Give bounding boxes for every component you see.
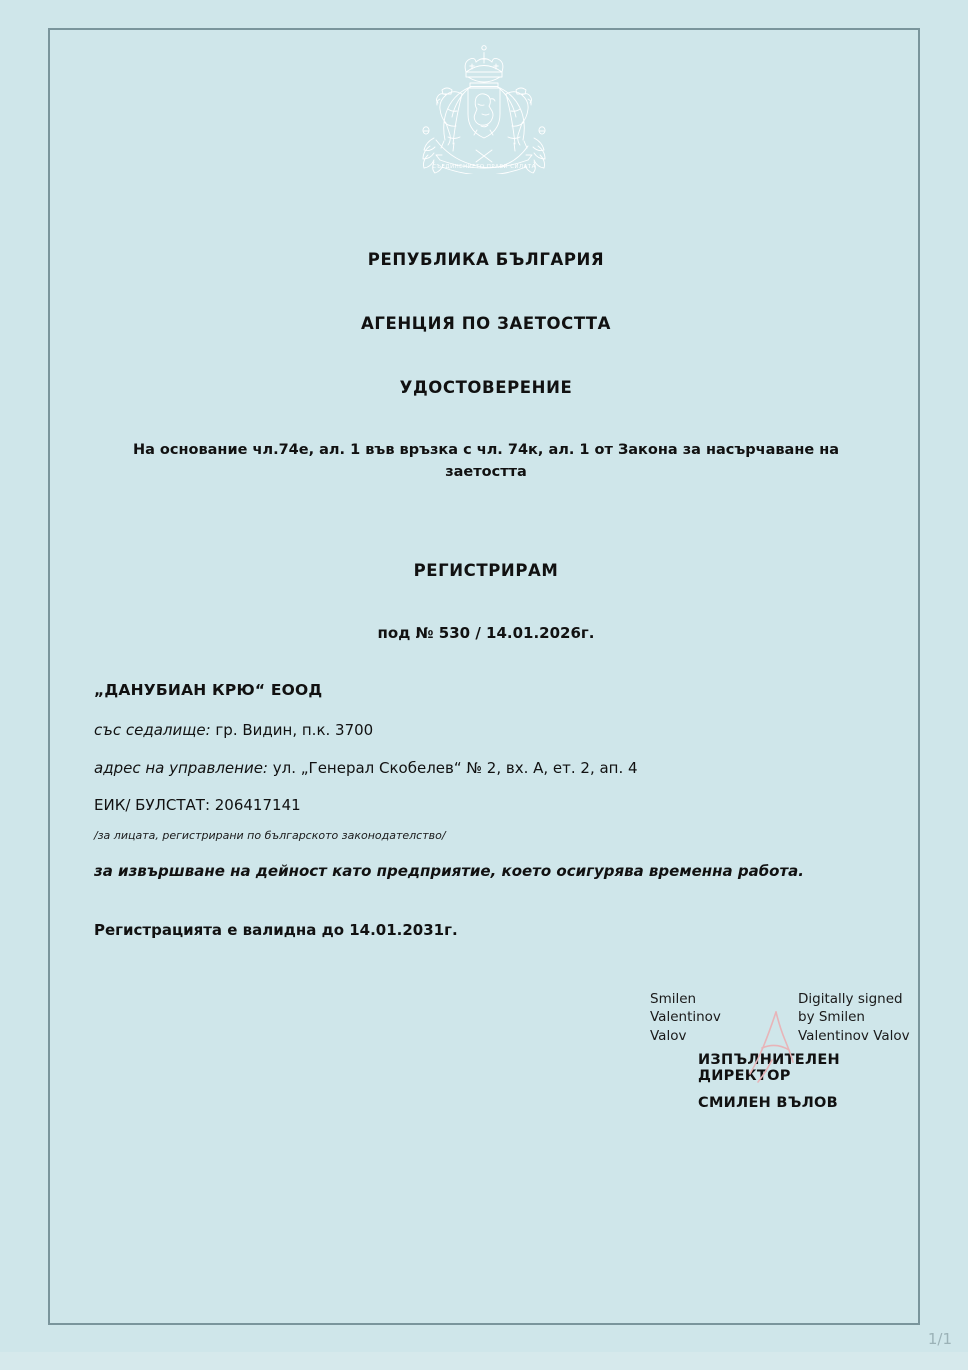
company-seat-line	[94, 721, 884, 741]
signature-info-line-2: by Smilen	[798, 1009, 865, 1026]
page-counter: 1/1	[927, 1330, 952, 1348]
company-name: „ДАНУБИАН КРЮ“ ЕООД	[94, 681, 323, 699]
signatory-title: ИЗПЪЛНИТЕЛЕН ДИРЕКТОР	[698, 1052, 840, 1085]
company-address-value: ул. „Генерал Скобелев“ № 2, вх. А, ет. 2, ап. 4	[268, 758, 638, 777]
eik-footnote: /за лицата, регистрирани по българското законодателство/	[94, 828, 446, 842]
signatory-name: СМИЛЕН ВЪЛОВ	[698, 1095, 839, 1112]
signer-name-line-1: Smilen	[650, 991, 697, 1007]
document-page-content	[50, 30, 918, 1323]
signature-info-line-3: Valentinov Valov	[798, 1027, 910, 1044]
signature-details	[798, 990, 916, 1045]
heading-certificate-title: УДОСТОВЕРЕНИЕ	[399, 378, 573, 397]
company-seat-value: гр. Видин, п.к. 3700	[210, 721, 374, 740]
heading-agency: АГЕНЦИЯ ПО ЗАЕТОСТТА	[361, 314, 611, 333]
emblem-container	[50, 42, 918, 178]
signer-name-line-2: Valentinov	[650, 1009, 721, 1026]
heading-register-verb: РЕГИСТРИРАМ	[413, 561, 559, 580]
validity-line: Регистрацията е валидна до 14.01.2031г.	[94, 921, 458, 940]
company-seat-label: със седалище:	[94, 721, 211, 740]
viewer-bottom-strip	[0, 1352, 968, 1370]
company-address-line	[94, 759, 884, 779]
document-page	[48, 28, 920, 1325]
bulgaria-coat-of-arms-icon	[404, 42, 564, 174]
signer-name-line-3: Valov	[650, 1027, 687, 1044]
signature-info-line-1: Digitally signed	[798, 991, 903, 1007]
activity-description: за извършване на дейност като предприятие, което осигурява временна работа.	[94, 861, 804, 880]
digital-signature-text	[650, 990, 918, 1045]
heading-republic: РЕПУБЛИКА БЪЛГАРИЯ	[367, 250, 605, 269]
registration-number: под № 530 / 14.01.2026г.	[377, 624, 595, 642]
svg-text:СЪЕДИНЕНИЕТО ПРАВИ СИЛАТА: СЪЕДИНЕНИЕТО ПРАВИ СИЛАТА	[432, 164, 536, 170]
legal-basis-text: На основание чл.74е, ал. 1 във връзка с чл. 74к, ал. 1 от Закона за насърчаване на заетостта	[132, 442, 840, 481]
signature-signer-name	[650, 990, 754, 1045]
company-eik-line: ЕИК/ БУЛСТАТ: 206417141	[94, 796, 301, 815]
certificate-body	[94, 680, 884, 941]
company-address-label: адрес на управление:	[94, 758, 268, 777]
signature-block	[650, 990, 918, 1111]
